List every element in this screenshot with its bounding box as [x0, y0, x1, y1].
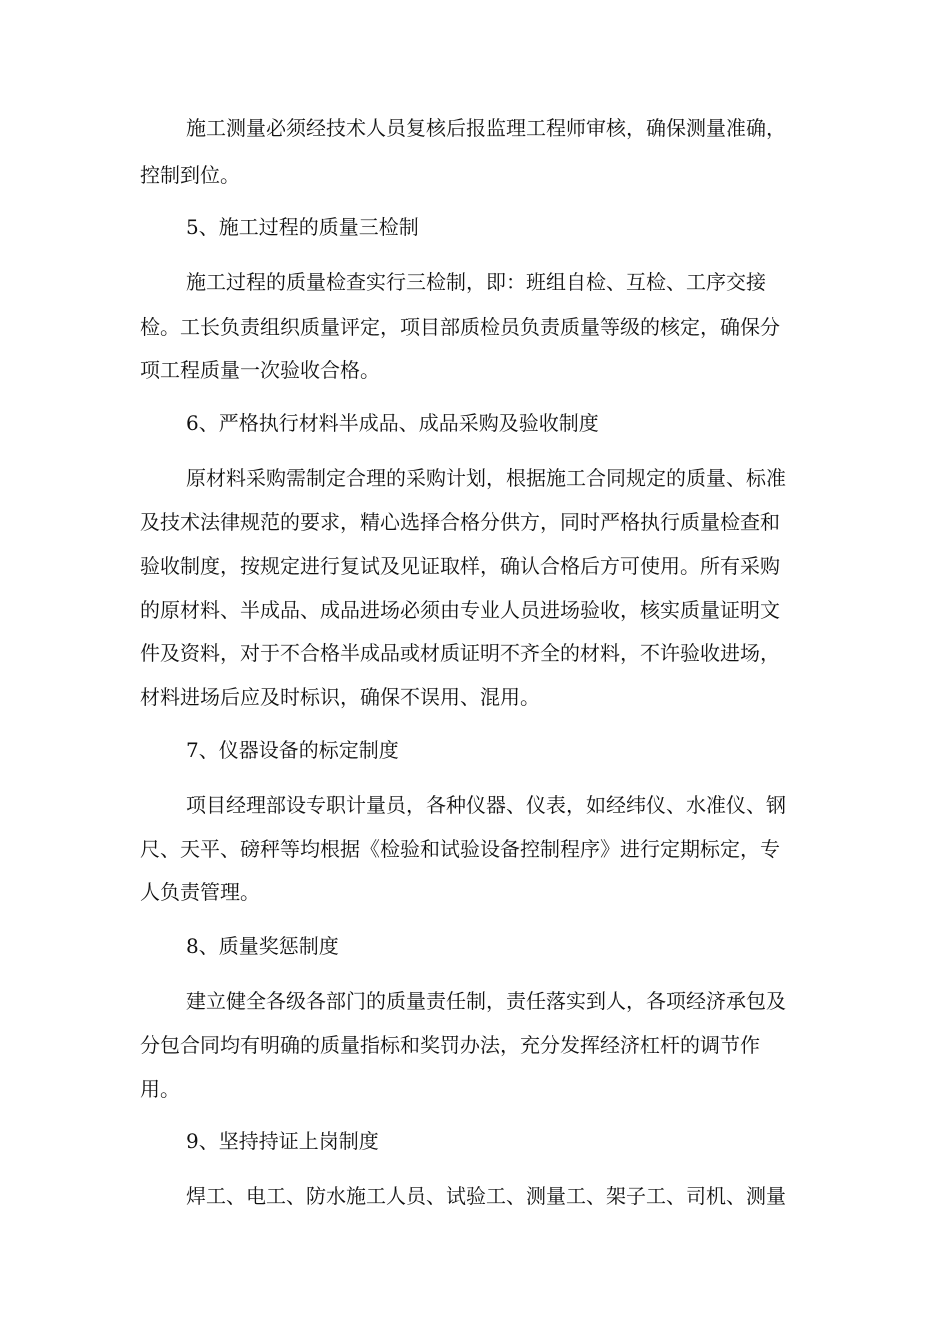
paragraph-line: 焊工、电工、防水施工人员、试验工、测量工、架子工、司机、测量	[186, 1184, 786, 1208]
paragraph-line: 项目经理部设专职计量员，各种仪器、仪表，如经纬仪、水准仪、钢	[186, 793, 786, 817]
paragraph-line: 材料进场后应及时标识，确保不误用、混用。	[140, 685, 540, 709]
paragraph-line: 尺、天平、磅秤等均根据《检验和试验设备控制程序》进行定期标定，专	[140, 837, 780, 861]
paragraph-line: 施工过程的质量检查实行三检制，即：班组自检、互检、工序交接	[186, 270, 766, 294]
paragraph-line: 原材料采购需制定合理的采购计划，根据施工合同规定的质量、标准	[186, 466, 786, 490]
section-heading: 7、仪器设备的标定制度	[186, 738, 399, 762]
paragraph-line: 施工测量必须经技术人员复核后报监理工程师审核，确保测量准确，	[186, 116, 786, 140]
paragraph-line: 项工程质量一次验收合格。	[140, 358, 380, 382]
paragraph-line: 件及资料，对于不合格半成品或材质证明不齐全的材料，不许验收进场，	[140, 641, 780, 665]
paragraph-line: 控制到位。	[140, 163, 240, 187]
section-heading: 6、严格执行材料半成品、成品采购及验收制度	[186, 411, 599, 435]
paragraph-line: 验收制度，按规定进行复试及见证取样，确认合格后方可使用。所有采购	[140, 554, 780, 578]
paragraph-line: 分包合同均有明确的质量指标和奖罚办法，充分发挥经济杠杆的调节作	[140, 1033, 760, 1057]
section-heading: 5、施工过程的质量三检制	[186, 215, 419, 239]
paragraph-line: 的原材料、半成品、成品进场必须由专业人员进场验收，核实质量证明文	[140, 598, 780, 622]
section-heading: 8、质量奖惩制度	[186, 934, 339, 958]
section-heading: 9、坚持持证上岗制度	[186, 1129, 379, 1153]
paragraph-line: 检。工长负责组织质量评定，项目部质检员负责质量等级的核定，确保分	[140, 315, 780, 339]
paragraph-line: 建立健全各级各部门的质量责任制，责任落实到人，各项经济承包及	[186, 989, 786, 1013]
paragraph-line: 用。	[140, 1077, 180, 1101]
paragraph-line: 及技术法律规范的要求，精心选择合格分供方，同时严格执行质量检查和	[140, 510, 780, 534]
paragraph-line: 人负责管理。	[140, 880, 260, 904]
